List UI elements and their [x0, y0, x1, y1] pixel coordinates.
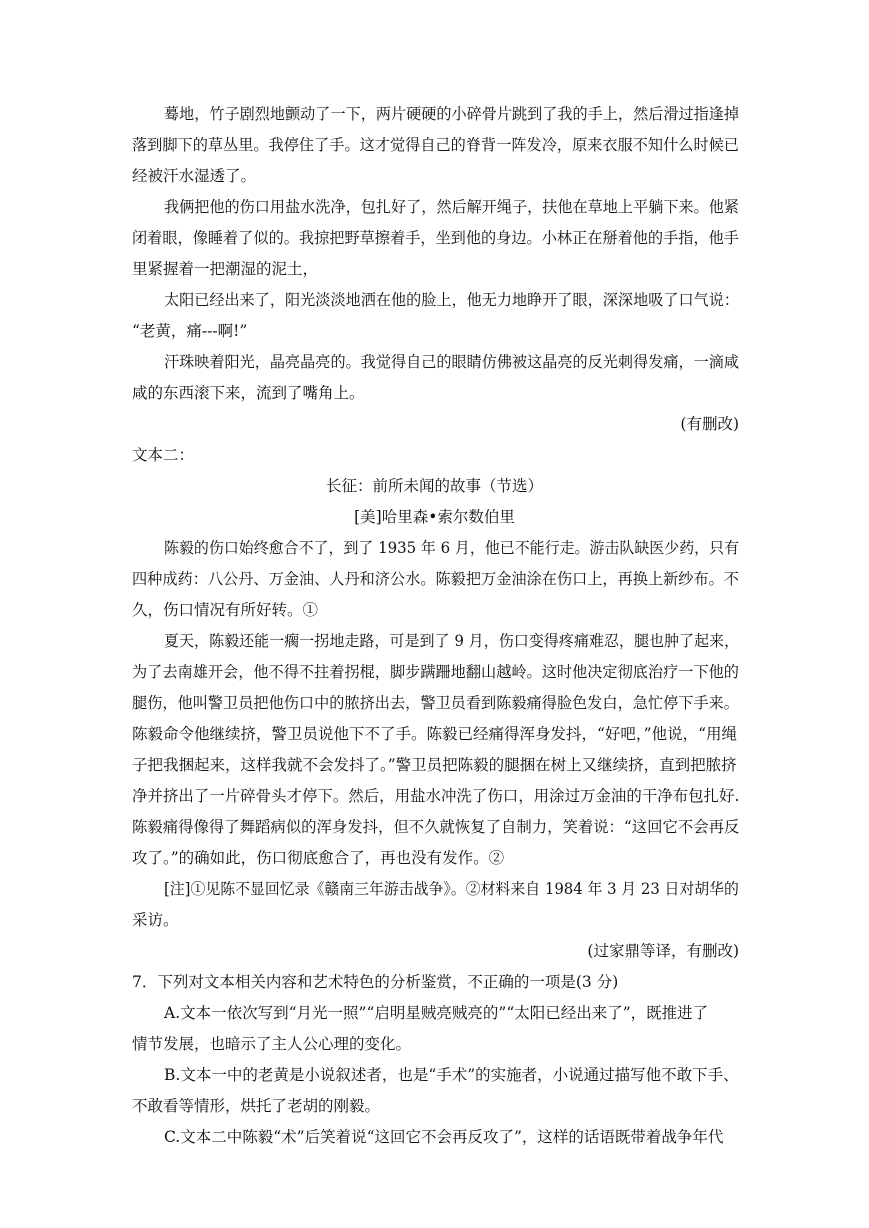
text2-annotation-line1: [注]①见陈不显回忆录《赣南三年游击战争》。②材料来自 1984 年 3 月 23 日对胡华的 — [164, 880, 739, 898]
text2-p2-line1: 夏天，陈毅还能一瘸一拐地走路，可是到了 9 月，伤口变得疼痛难忍，腿也肿了起来， — [164, 632, 740, 650]
text1-source-note: (有删改) — [680, 415, 739, 433]
text2-p1-line3: 久，伤口情况有所好转。① — [132, 601, 319, 619]
text2-p2-line8: 攻了。”的确如此，伤口彻底愈合了，再也没有发作。② — [132, 849, 505, 867]
text1-p2-line2: 闭着眼，像睡着了似的。我掠把野草擦着手，坐到他的身边。小林正在掰着他的手指，他手 — [132, 229, 739, 247]
text2-label: 文本二： — [132, 446, 195, 464]
text1-p1-line3: 经被汗水湿透了。 — [132, 167, 257, 185]
text1-p1-line2: 落到脚下的草丛里。我停住了手。这才觉得自己的脊背一阵发冷，原来衣服不知什么时候已 — [132, 136, 739, 154]
text2-p2-line5: 子把我捆起来，这样我就不会发抖了。”警卫员把陈毅的腿捆在树上又继续挤，直到把脓挤 — [132, 756, 737, 774]
text1-p3-line1: 太阳已经出来了，阳光淡淡地洒在他的脸上，他无力地睁开了眼，深深地吸了口气说： — [164, 291, 739, 309]
text2-p2-line3: 腿伤，他叫警卫员把他伤口中的脓挤出去，警卫员看到陈毅痛得脸色发白，急忙停下手来。 — [132, 694, 739, 712]
text2-p2-line6: 净并挤出了一片碎骨头才停下。然后，用盐水冲洗了伤口，用涂过万金油的干净布包扎好. — [132, 787, 740, 805]
text2-author: [美]哈里森•索尔数伯里 — [354, 508, 515, 526]
text1-p1-line1: 蓦地，竹子剧烈地颤动了一下，两片硬硬的小碎骨片跳到了我的手上，然后滑过指逢掉 — [164, 105, 739, 123]
text1-p4-line2: 咸的东西滚下来，流到了嘴角上。 — [132, 384, 365, 402]
option-a-line2: 情节发展，也暗示了主人公心理的变化。 — [132, 1035, 412, 1053]
text2-source-note: (过家鼎等译，有删改) — [587, 942, 739, 960]
text1-p2-line1: 我俩把他的伤口用盐水洗净，包扎好了，然后解开绳子，扶他在草地上平躺下来。他紧 — [164, 198, 739, 216]
text1-p3-line2: “老黄，痛---啊!” — [132, 322, 248, 340]
text2-p2-line2: 为了去南雄开会，他不得不拄着拐棍，脚步蹒跚地翻山越岭。这时他决定彻底治疗一下他的 — [132, 663, 739, 681]
option-b-line1: B.文本一中的老黄是小说叙述者，也是“手术”的实施者，小说通过描写他不敢下手、 — [164, 1066, 739, 1084]
text1-p4-line1: 汗珠映着阳光，晶亮晶亮的。我觉得自己的眼睛仿佛被这晶亮的反光刺得发痛，一滴咸 — [164, 353, 739, 371]
text2-p2-line7: 陈毅痛得像得了舞蹈病似的浑身发抖，但不久就恢复了自制力，笑着说：“这回它不会再反 — [132, 818, 740, 836]
text1-p2-line3: 里紧握着一把潮湿的泥土， — [132, 260, 319, 278]
text2-p2-line4: 陈毅命令他继续挤，警卫员说他下不了手。陈毅已经痛得浑身发抖，“好吧，”他说，“用绳 — [132, 725, 738, 743]
text2-title: 长征：前所未闻的故事（节选） — [325, 477, 543, 495]
option-c-line1: C.文本二中陈毅“术”后笑着说“这回它不会再反攻了”，这样的话语既带着战争年代 — [164, 1128, 724, 1146]
option-a-line1: A.文本一依次写到“月光一照”“启明星贼亮贼亮的”“太阳已经出来了”，既推进了 — [164, 1004, 709, 1022]
text2-p1-line2: 四种成药：八公丹、万金油、人丹和济公水。陈毅把万金油涂在伤口上，再换上新纱布。不 — [132, 570, 739, 588]
option-b-line2: 不敢看等情形，烘托了老胡的刚毅。 — [132, 1097, 381, 1115]
question-7-stem: 7．下列对文本相关内容和艺术特色的分析鉴赏，不正确的一项是(3 分) — [132, 973, 619, 991]
text2-annotation-line2: 采访。 — [132, 911, 179, 929]
text2-p1-line1: 陈毅的伤口始终愈合不了，到了 1935 年 6 月，他已不能行走。游击队缺医少药，只有 — [164, 539, 740, 557]
